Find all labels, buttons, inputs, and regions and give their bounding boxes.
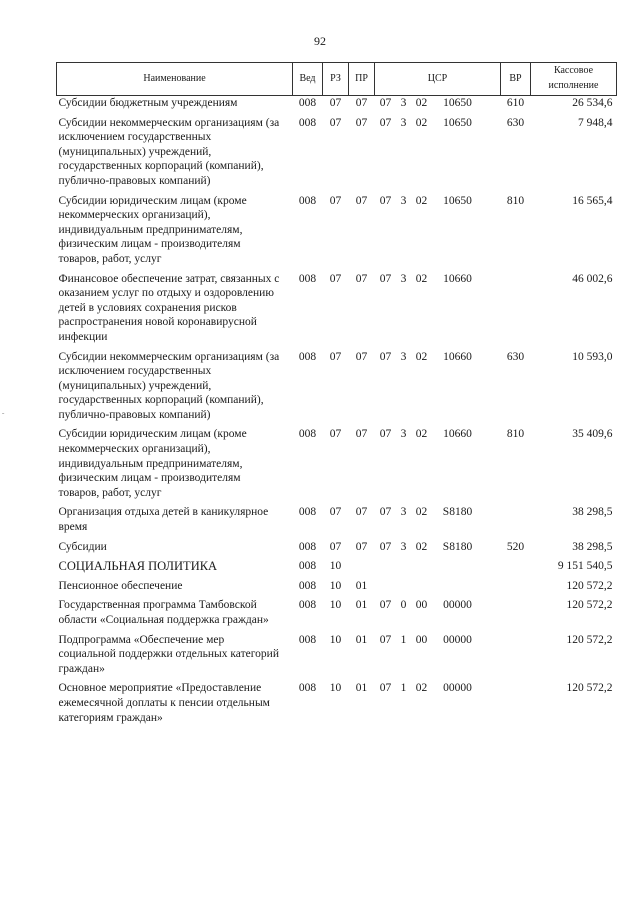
- csr-part: 02: [415, 506, 428, 519]
- table-row: [57, 272, 617, 350]
- row-csr: [375, 681, 501, 730]
- row-ved: 008: [298, 579, 317, 592]
- row-name: Субсидии юридическим лицам (кроме некоммерческих организаций), индивидуальным предпринимателям, физическим лицам - производителям товаров, работ, услуг: [58, 194, 247, 265]
- budget-table: [56, 62, 617, 730]
- row-pr: 07: [355, 540, 368, 553]
- row-csr: [375, 427, 501, 505]
- table-row: [57, 598, 617, 632]
- row-vr: [501, 633, 531, 682]
- csr-part: 00000: [443, 682, 472, 695]
- csr-part: 07: [379, 350, 392, 363]
- csr-part: 02: [415, 350, 428, 363]
- row-rz: 07: [329, 540, 342, 553]
- row-name: Финансовое обеспечение затрат, связанных с оказанием услуг по отдыху и оздоровлению детей в условиях сохранения рисков распространения новой коронавирусной инфекции: [58, 272, 280, 343]
- csr-part: 00000: [443, 599, 472, 612]
- row-csr: [375, 272, 501, 350]
- row-amount: 7 948,4: [578, 116, 613, 129]
- csr-part: 3: [400, 428, 407, 441]
- csr-part: 3: [400, 97, 407, 109]
- row-pr: 07: [355, 116, 368, 129]
- row-ved: 008: [298, 506, 317, 519]
- row-name: Основное мероприятие «Предоставление ежемесячной доплаты к пенсии отдельным категориям граждан»: [58, 682, 270, 724]
- row-amount: 16 565,4: [572, 194, 613, 207]
- row-name: Субсидии: [58, 540, 107, 553]
- csr-part: 07: [379, 506, 392, 519]
- csr-part: 0: [400, 599, 407, 612]
- csr-part: 1: [400, 633, 407, 646]
- table-row: [57, 116, 617, 194]
- row-csr: [375, 579, 501, 599]
- row-pr: 01: [355, 633, 368, 646]
- row-rz: 07: [329, 506, 342, 519]
- row-name: Подпрограмма «Обеспечение мер социальной поддержки отдельных категорий граждан»: [58, 633, 279, 675]
- row-pr: 07: [355, 428, 368, 441]
- csr-part: 00000: [443, 633, 472, 646]
- row-pr: 07: [355, 194, 368, 207]
- header-vr: ВР: [501, 63, 531, 96]
- row-vr: [501, 559, 531, 579]
- row-rz: 07: [329, 116, 342, 129]
- row-amount: 120 572,2: [566, 682, 613, 695]
- row-csr: [375, 598, 501, 632]
- row-rz: 10: [329, 560, 342, 573]
- row-csr: [375, 350, 501, 428]
- csr-part: S8180: [442, 540, 473, 553]
- row-vr: [501, 598, 531, 632]
- csr-part: 07: [379, 540, 392, 553]
- row-ved: 008: [298, 194, 317, 207]
- row-rz: 10: [329, 633, 342, 646]
- row-name: Государственная программа Тамбовской области «Социальная поддержка граждан»: [58, 599, 269, 626]
- table-row: [57, 540, 617, 560]
- row-vr: 520: [506, 540, 525, 553]
- table-row: [57, 579, 617, 599]
- row-ved: 008: [298, 272, 317, 285]
- row-ved: 008: [298, 116, 317, 129]
- csr-part: 02: [415, 194, 428, 207]
- row-vr: 630: [506, 350, 525, 363]
- table-row: [57, 633, 617, 682]
- row-amount: 9 151 540,5: [557, 560, 613, 573]
- table-row: [57, 194, 617, 272]
- row-rz: 07: [329, 428, 342, 441]
- header-pr: ПР: [349, 63, 375, 96]
- row-pr: 07: [355, 350, 368, 363]
- row-rz: 10: [329, 682, 342, 695]
- header-amount: Кассовое исполнение: [531, 63, 617, 96]
- row-amount: 38 298,5: [572, 506, 613, 519]
- row-csr: [375, 633, 501, 682]
- row-amount: 38 298,5: [572, 540, 613, 553]
- row-vr: [501, 579, 531, 599]
- row-rz: 07: [329, 272, 342, 285]
- csr-part: 00: [415, 633, 428, 646]
- row-vr: 630: [506, 116, 525, 129]
- table-row: [57, 559, 617, 579]
- csr-part: 10660: [443, 428, 472, 441]
- csr-part: 07: [379, 633, 392, 646]
- row-vr: [501, 505, 531, 539]
- table-row: [57, 350, 617, 428]
- row-rz: 10: [329, 599, 342, 612]
- csr-part: 07: [379, 272, 392, 285]
- row-amount: 120 572,2: [566, 599, 613, 612]
- csr-part: 3: [400, 116, 407, 129]
- row-pr: 01: [355, 682, 368, 695]
- csr-part: 07: [379, 599, 392, 612]
- row-vr: 810: [506, 194, 525, 207]
- table-header: [57, 63, 617, 96]
- csr-part: 3: [400, 540, 407, 553]
- row-rz: 07: [329, 97, 342, 109]
- row-csr: [375, 559, 501, 579]
- csr-part: 3: [400, 272, 407, 285]
- csr-part: 02: [415, 116, 428, 129]
- row-amount: 46 002,6: [572, 272, 613, 285]
- csr-part: 02: [415, 97, 428, 109]
- csr-part: 07: [379, 428, 392, 441]
- row-name: Субсидии бюджетным учреждениям: [58, 97, 238, 109]
- csr-part: 3: [400, 194, 407, 207]
- row-csr: [375, 96, 501, 116]
- csr-part: 07: [379, 194, 392, 207]
- row-rz: 10: [329, 579, 342, 592]
- row-ved: 008: [298, 350, 317, 363]
- row-amount: 35 409,6: [572, 428, 613, 441]
- csr-part: 02: [415, 428, 428, 441]
- margin-mark: ˇ: [2, 412, 5, 420]
- header-csr: ЦСР: [375, 63, 501, 96]
- csr-part: 1: [400, 682, 407, 695]
- row-amount: 120 572,2: [566, 633, 613, 646]
- row-pr: 01: [355, 579, 368, 592]
- csr-part: 07: [379, 97, 392, 109]
- row-vr: [501, 681, 531, 730]
- row-name: Субсидии юридическим лицам (кроме некоммерческих организаций), индивидуальным предпринимателям, физическим лицам - производителям товаров, работ, услуг: [58, 428, 247, 499]
- csr-part: 10650: [443, 97, 472, 109]
- header-name: Наименование: [57, 63, 293, 96]
- table-row: [57, 681, 617, 730]
- table-body: [57, 96, 617, 731]
- table-row: [57, 505, 617, 539]
- header-ved: Вед: [293, 63, 323, 96]
- csr-part: 00: [415, 599, 428, 612]
- row-ved: 008: [298, 428, 317, 441]
- csr-part: 02: [415, 272, 428, 285]
- table-row: [57, 96, 617, 116]
- csr-part: 07: [379, 682, 392, 695]
- row-ved: 008: [298, 599, 317, 612]
- table-row: [57, 427, 617, 505]
- row-csr: [375, 505, 501, 539]
- row-name: Организация отдыха детей в каникулярное время: [58, 506, 269, 534]
- row-vr: 610: [506, 97, 525, 109]
- row-name: СОЦИАЛЬНАЯ ПОЛИТИКА: [58, 559, 218, 574]
- row-pr: 07: [355, 506, 368, 519]
- row-amount: 120 572,2: [566, 579, 613, 592]
- row-ved: 008: [298, 560, 317, 573]
- row-vr: [501, 272, 531, 350]
- csr-part: 07: [379, 116, 392, 129]
- row-rz: 07: [329, 350, 342, 363]
- csr-part: 02: [415, 540, 428, 553]
- row-name: Субсидии некоммерческим организациям (за исключением государственных (муниципальных) учреждений, государственных корпораций (компаний), публично-правовых компаний): [58, 350, 280, 421]
- row-name: Пенсионное обеспечение: [58, 579, 183, 592]
- row-pr: [349, 559, 375, 579]
- csr-part: 10660: [443, 272, 472, 285]
- csr-part: 10660: [443, 350, 472, 363]
- row-csr: [375, 194, 501, 272]
- row-name: Субсидии некоммерческим организациям (за исключением государственных (муниципальных) учреждений, государственных корпораций (компаний), публично-правовых компаний): [58, 116, 280, 187]
- row-pr: 07: [355, 272, 368, 285]
- row-pr: 01: [355, 599, 368, 612]
- csr-part: 3: [400, 506, 407, 519]
- page-number: 92: [314, 34, 326, 48]
- csr-part: 3: [400, 350, 407, 363]
- row-pr: 07: [355, 97, 368, 109]
- row-amount: 26 534,6: [572, 97, 613, 109]
- row-vr: 810: [506, 428, 525, 441]
- row-ved: 008: [298, 682, 317, 695]
- row-ved: 008: [298, 633, 317, 646]
- row-ved: 008: [298, 540, 317, 553]
- header-rz: РЗ: [323, 63, 349, 96]
- csr-part: 10650: [443, 194, 472, 207]
- csr-part: 10650: [443, 116, 472, 129]
- csr-part: S8180: [442, 506, 473, 519]
- csr-part: 02: [415, 682, 428, 695]
- row-ved: 008: [298, 97, 317, 109]
- row-amount: 10 593,0: [572, 350, 613, 363]
- row-rz: 07: [329, 194, 342, 207]
- row-csr: [375, 540, 501, 560]
- row-csr: [375, 116, 501, 194]
